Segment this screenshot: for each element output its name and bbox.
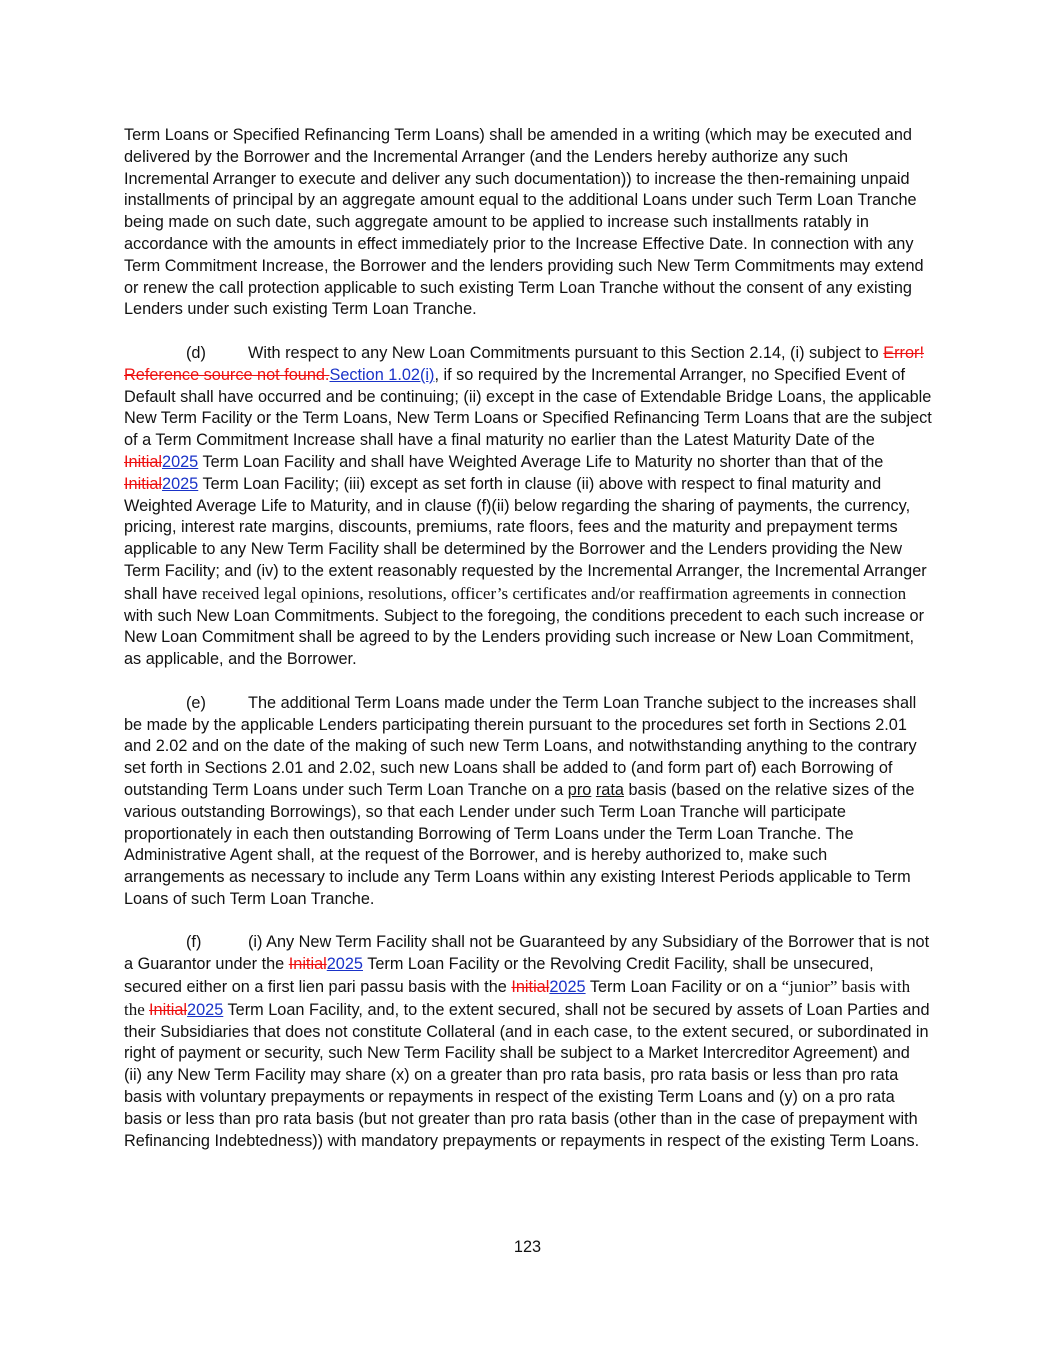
- paragraph-text: , if so required by the Incremental Arranger, no Specified Event of Default shall have occurred and be continuing; (ii) except in the case of Extendable Bridge Loans, the applicable New Term Facility or the Term Loans, New Term Loans or Specified Refinancing Term Loans that are the subject of a Term Commitment Increase shall have a final maturity no earlier than the Latest Maturity Date of the: [124, 365, 932, 450]
- clause-label-e: (e): [186, 693, 206, 712]
- document-body: [124, 125, 932, 1174]
- paragraph-text: Term Loan Facility or the Revolving Credit Facility, shall be unsecured, secured either on a first lien pari passu basis with the: [124, 955, 874, 997]
- inserted-text: 2025: [326, 955, 363, 974]
- serif-text: received legal opinions, resolutions, officer’s certificates and/or reaffirmation agreements in connection: [201, 583, 907, 603]
- serif-text: “junior” basis with the: [124, 977, 911, 1019]
- paragraph-e: [124, 693, 932, 911]
- deleted-text: Initial: [149, 1000, 188, 1019]
- deleted-text: Initial: [124, 452, 163, 471]
- paragraph-text: Term Loan Facility and shall have Weighted Average Life to Maturity no shorter than that of the: [198, 452, 884, 471]
- inserted-text: 2025: [162, 474, 199, 493]
- page-number: 123: [513, 1238, 542, 1256]
- deleted-text: Initial: [288, 955, 327, 974]
- underlined-text: rata: [595, 780, 624, 799]
- paragraph-text: (i) Any New Term Facility shall not be Guaranteed by any Subsidiary of the Borrower that is not a Guarantor under the: [124, 933, 930, 974]
- inserted-text: 2025: [162, 452, 199, 471]
- paragraph-c-continuation: [124, 125, 932, 321]
- paragraph-text: Term Loan Facility or on a: [585, 978, 782, 997]
- deleted-text: Initial: [511, 978, 550, 997]
- paragraph-d: [124, 343, 932, 671]
- deleted-text: Initial: [124, 474, 163, 493]
- clause-label-f: (f): [186, 933, 202, 952]
- paragraph-text: Term Loan Facility; (iii) except as set forth in clause (ii) above with respect to final maturity and Weighted Average Life to Maturity, and in clause (f)(ii) below regarding the sharing of payments, the currency, pricing, interest rate margins, discounts, premiums, rate floors, fees and the maturity and prepayment terms applicable to any New Term Facility shall be determined by the Borrower and the Lenders providing the New Term Facility; and (iv) to the extent reasonably requested by the Incremental Arranger, the Incremental Arranger shall have: [124, 474, 927, 603]
- inserted-text: 2025: [549, 978, 586, 997]
- paragraph-text: basis (based on the relative sizes of the various outstanding Borrowings), so that each Lender under such Term Loan Tranche will participate proportionately in each then outstanding Borrowing of Term Loans under the Term Loan Tranche. The Administrative Agent shall, at the request of the Borrower, and is hereby authorized to, make such arrangements as necessary to include any Term Loans within any existing Interest Periods applicable to Term Loans of such Term Loan Tranche.: [124, 780, 915, 908]
- paragraph-text: with such New Loan Commitments. Subject to the foregoing, the conditions precedent to each such increase or New Loan Commitment shall be agreed to by the Lenders providing such increase or New Loan Commitment, as applicable, and the Borrower.: [124, 606, 925, 669]
- underlined-text: pro: [567, 780, 592, 799]
- paragraph-text: Term Loan Facility, and, to the extent secured, shall not be secured by assets of Loan Parties and their Subsidiaries that does not constitute Collateral (and in each case, to the extent secured, or subordinated in right of payment or security, such New Term Facility shall be subject to a Market Intercreditor Agreement) and (ii) any New Term Facility may share (x) on a greater than pro rata basis, pro rata basis or less than pro rata basis with voluntary prepayments or repayments in respect of the existing Term Loans and (y) on a pro rata basis or less than pro rata basis (but not greater than pro rata basis (other than in the case of prepayment with Refinancing Indebtedness)) with mandatory prepayments or repayments in respect of the existing Term Loans.: [124, 1000, 930, 1150]
- paragraph-text: The additional Term Loans made under the Term Loan Tranche subject to the increases shall be made by the applicable Lenders participating therein pursuant to the procedures set forth in Sections 2.01 and 2.02 and on the date of the making of such new Term Loans, and notwithstanding anything to the contrary set forth in Sections 2.01 and 2.02, such new Loans shall be added to (and form part of) each Borrowing of outstanding Term Loans under such Term Loan Tranche on a: [124, 693, 917, 799]
- clause-label-d: (d): [186, 343, 206, 362]
- paragraph-text: With respect to any New Loan Commitments pursuant to this Section 2.14, (i) subject to: [248, 343, 884, 362]
- paragraph-text: Term Loans or Specified Refinancing Term Loans) shall be amended in a writing (which may be executed and delivered by the Borrower and the Incremental Arranger (and the Lenders hereby authorize any such Incremental Arranger to execute and deliver any such documentation)) to increase the then-remaining unpaid installments of principal by an aggregate amount equal to the additional Loans under such Term Loan Tranche being made on such date, such aggregate amount to be applied to increase such installments ratably in accordance with the amounts in effect immediately prior to the Increase Effective Date. In connection with any Term Commitment Increase, the Borrower and the lenders providing such New Term Commitments may extend or renew the call protection applicable to such existing Term Loan Tranche without the consent of any existing Lenders under such existing Term Loan Tranche.: [124, 126, 924, 319]
- inserted-text: 2025: [187, 1000, 224, 1019]
- deleted-text: Error! Reference source not found.: [124, 343, 924, 384]
- inserted-link[interactable]: Section 1.02(i): [329, 365, 435, 384]
- paragraph-f: [124, 932, 932, 1152]
